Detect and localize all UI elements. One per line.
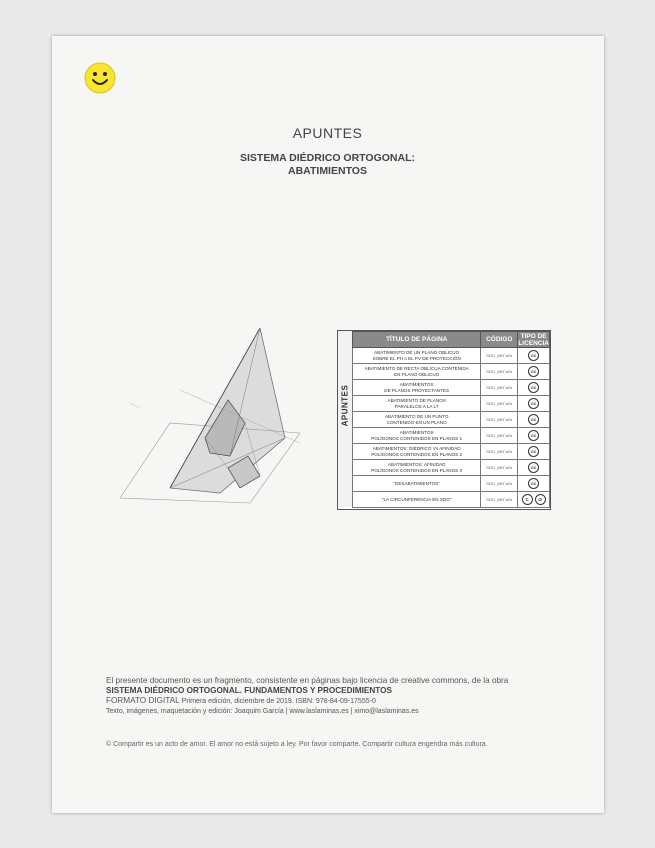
contents-table [337, 330, 551, 510]
footer-credits [106, 676, 508, 717]
table-row: ABATIMIENTOS POLÍGONOS CONTENIDOS EN PLANOS 1 SDO_ABT1eN cc [353, 428, 550, 444]
page-subtitle [0, 152, 655, 178]
pages-table [352, 331, 550, 508]
table-row: "LA CIRCUNFERENCIA EN SDO" SDO_ABT1eN C ⊙ [353, 492, 550, 508]
cc-license-icon: cc [528, 382, 539, 393]
subtitle-line-2: ABATIMIENTOS [288, 165, 367, 177]
share-license-icon: ⊙ [535, 494, 546, 505]
table-row: "DESABATIMIENTOS" SDO_ABT1eN cc [353, 476, 550, 492]
cc-license-icon: cc [528, 478, 539, 489]
cc-license-icon: cc [528, 366, 539, 377]
table-row: ABATIMIENTO DE PLANOS PARALELOS A LA LT SDO_ABT1eN cc [353, 396, 550, 412]
table-row: ABATIMIENTO DE UN PLANO OBLICUO SOBRE EL PH o EL PV DE PROYECCIÓN SDO_ABT1eN cc [353, 348, 550, 364]
cc-license-icon: cc [528, 446, 539, 457]
abatimiento-illustration [110, 328, 300, 514]
book-title: SISTEMA DIÉDRICO ORTOGONAL. FUNDAMENTOS Y PROCEDIMIENTOS [106, 686, 392, 695]
share-notice: © Compartir es un acto de amor. El amor no está sujeto a ley. Por favor comparte. Compartir cultura engendra más cultura. [106, 741, 488, 748]
footer-credits-line: Texto, imágenes, maquetación y edición: Joaquim García | www.laslaminas.es | ximo@laslaminas.es [106, 708, 419, 715]
table-row: ABATIMIENTOS: DIÉDRICO Vs AFINIDAD POLÍGONOS CONTENIDOS EN PLANOS 2 SDO_ABT1eN cc [353, 444, 550, 460]
cc-license-icon: cc [528, 350, 539, 361]
table-row: ABATIMIENTOS: AFINIDAD POLÍGONOS CONTENIDOS EN PLANOS 3 SDO_ABT1eN cc [353, 460, 550, 476]
page-title: APUNTES [292, 125, 363, 141]
cc-license-icon: cc [528, 462, 539, 473]
cc-license-icon: cc [528, 398, 539, 409]
table-row: ABATIMIENTO DE RECTA OBLICUA CONTENIDA EN PLANO OBLICUO SDO_ABT1eN cc [353, 364, 550, 380]
cc-license-icon: cc [528, 414, 539, 425]
cc-license-icon: C [522, 494, 533, 505]
table-row: ABATIMIENTO DE UN PUNTO CONTENIDO EN UN PLANO SDO_ABT1eN cc [353, 412, 550, 428]
column-header-title: TÍTULO DE PÁGINA [353, 332, 481, 348]
column-header-code: CÓDIGO [481, 332, 518, 348]
column-header-license: TIPO DE LICENCIA [518, 332, 549, 347]
footer-edition: FORMATO DIGITAL Primera edición, diciembre de 2019. ISBN: 978-84-09-17555-0 [106, 696, 376, 705]
cc-license-icon: cc [528, 430, 539, 441]
table-row: ABATIMIENTOS DE PLANOS PROYECTANTES SDO_ABT1eN cc [353, 380, 550, 396]
smiley-icon [84, 62, 116, 94]
subtitle-line-1: SISTEMA DIÉDRICO ORTOGONAL: [239, 152, 415, 164]
footer-line-1: El presente documento es un fragmento, consistente en páginas bajo licencia de creative commons, de la obra [106, 676, 509, 685]
table-side-label: APUNTES [338, 331, 353, 507]
